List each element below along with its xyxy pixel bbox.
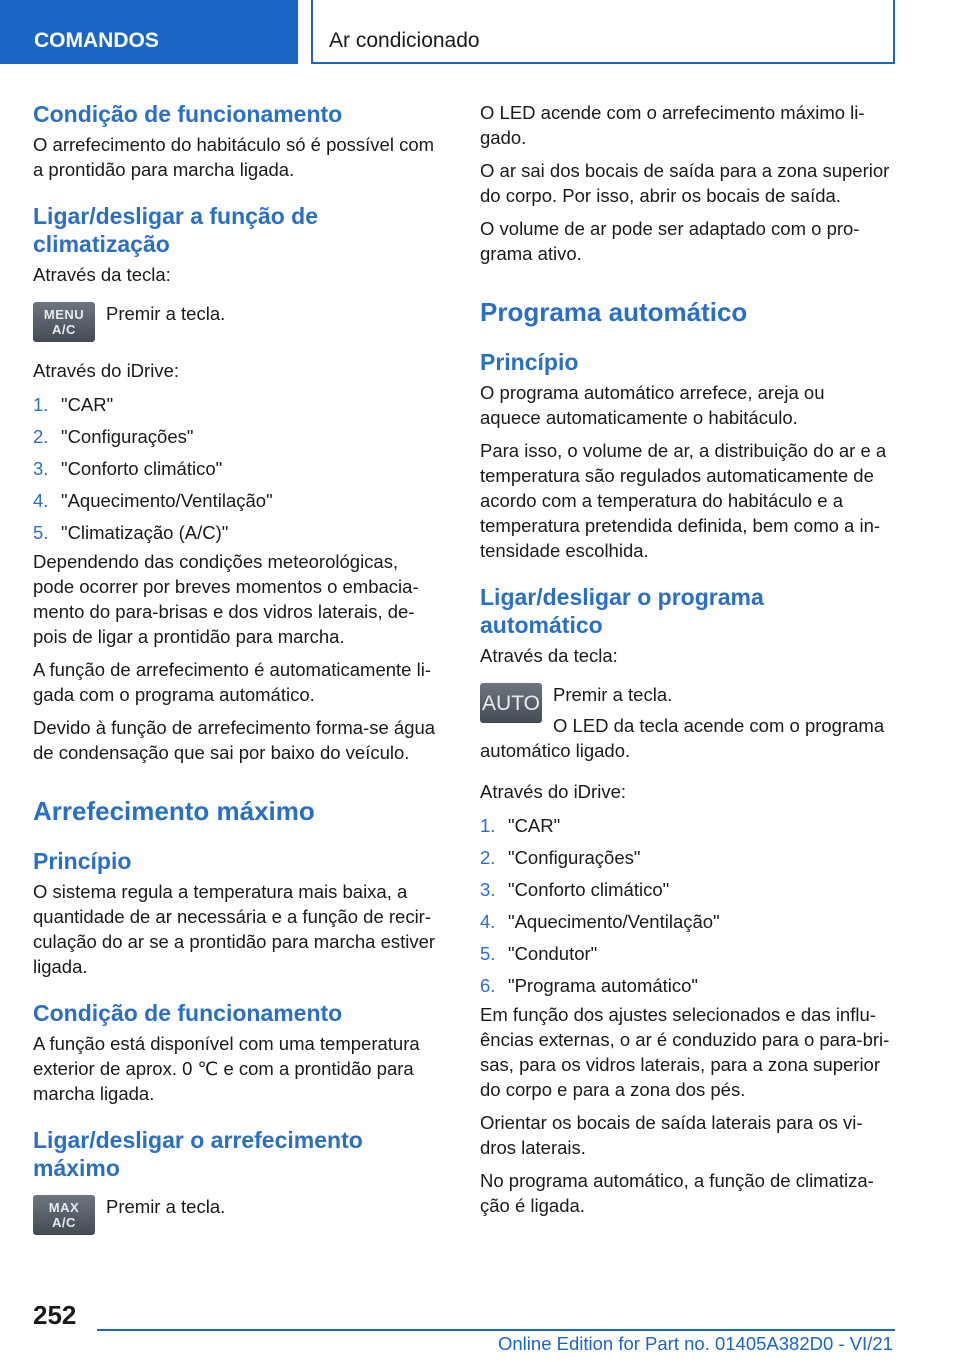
list-item: 3. "Conforto climático" bbox=[33, 458, 223, 479]
press-key-text-2: Premir a tecla. bbox=[106, 1196, 226, 1217]
paragraph-auto-ac: No programa automático, a função de climatiza- ção é ligada. bbox=[480, 1170, 874, 1216]
list-item: 4. "Aquecimento/Ventilação" bbox=[33, 490, 273, 511]
topic-header bbox=[311, 0, 895, 64]
paragraph-condensation: Devido à função de arrefecimento forma-se água de condensação que sai por baixo do veículo. bbox=[33, 717, 436, 763]
led-auto-text: O LED da tecla acende com o programa bbox=[553, 715, 885, 736]
auto-key-row bbox=[480, 682, 895, 738]
paragraph-auto-cooling: A função de arrefecimento é automaticamente li- gada com o programa automático. bbox=[33, 659, 431, 705]
topic-title: Ar condicionado bbox=[329, 29, 480, 52]
paragraph-auto-principle: O programa automático arrefece, areja ou aquece automaticamente o habitáculo. bbox=[480, 382, 825, 428]
press-key-text: Premir a tecla. bbox=[106, 303, 226, 324]
edition-note: Online Edition for Part no. 01405A382D0 - VI/21 bbox=[498, 1333, 893, 1354]
paragraph-led-max: O LED acende com o arrefecimento máximo li- gado. bbox=[480, 102, 865, 148]
heading-max-cooling: Arrefecimento máximo bbox=[33, 796, 315, 826]
paragraph-orient-vents: Orientar os bocais de saída laterais para os vi- dros laterais. bbox=[480, 1112, 863, 1158]
list-item: 5. "Climatização (A/C)" bbox=[33, 522, 229, 543]
section-tab bbox=[0, 0, 298, 64]
list-item: 6. "Programa automático" bbox=[480, 975, 698, 996]
heading-principle: Princípio bbox=[33, 848, 132, 874]
heading-toggle-climate: Ligar/desligar a função de climatização bbox=[33, 203, 319, 257]
idrive-steps-list bbox=[33, 389, 448, 549]
via-key-label: Através da tecla: bbox=[33, 264, 171, 285]
paragraph-operating-condition: O arrefecimento do habitáculo só é possível com a prontidão para marcha ligada. bbox=[33, 134, 435, 180]
paragraph-operating-condition-2: A função está disponível com uma temperatura exterior de aprox. 0 ℃ e com a prontidão para marcha ligada. bbox=[33, 1033, 420, 1104]
list-item: 2. "Configurações" bbox=[33, 426, 194, 447]
heading-toggle-max-cooling: Ligar/desligar o arrefecimento máximo bbox=[33, 1127, 363, 1181]
max-ac-key-icon: MAX A/C bbox=[33, 1195, 95, 1235]
right-column bbox=[480, 100, 895, 1218]
heading-operating-condition-2: Condição de funcionamento bbox=[33, 1000, 343, 1026]
paragraph-air-routing: Em função dos ajustes selecionados e das influ- ências externas, o ar é conduzido para o para-bri- sas, para os vidros laterais, para a zona superior do corpo e para a zona dos pés. bbox=[480, 1004, 890, 1100]
list-item: 4. "Aquecimento/Ventilação" bbox=[480, 911, 720, 932]
max-ac-key-row bbox=[33, 1194, 448, 1235]
list-item: 1. "CAR" bbox=[480, 815, 561, 836]
led-auto-text-cont: automático ligado. bbox=[480, 740, 631, 761]
heading-auto-program: Programa automático bbox=[480, 297, 748, 327]
heading-toggle-auto: Ligar/desligar o programa automático bbox=[480, 584, 764, 638]
paragraph-fogging: Dependendo das condições meteorológicas, pode ocorrer por breves momentos o embacia- mento do para-brisas e dos vidros laterais, de- pois de ligar a prontidão para marcha. bbox=[33, 551, 419, 647]
menu-ac-key-icon: MENU A/C bbox=[33, 302, 95, 342]
page-number: 252 bbox=[33, 1300, 77, 1330]
paragraph-regulated: Para isso, o volume de ar, a distribuição do ar e a temperatura são regulados automaticamente de acordo com a temperatura do habitáculo e a temperatura pretendida definida, bem como a in- tensidade escolhida. bbox=[480, 440, 887, 561]
auto-key-icon: AUTO bbox=[480, 683, 542, 723]
via-key-label-right: Através da tecla: bbox=[480, 645, 618, 666]
list-item: 5. "Condutor" bbox=[480, 943, 598, 964]
press-key-text-right: Premir a tecla. bbox=[553, 684, 673, 705]
via-idrive-label: Através do iDrive: bbox=[33, 360, 179, 381]
idrive-steps-list-right bbox=[480, 810, 895, 1002]
via-idrive-label-right: Através do iDrive: bbox=[480, 781, 626, 802]
footer-divider bbox=[97, 1329, 895, 1331]
section-title: COMANDOS bbox=[34, 29, 159, 52]
paragraph-principle: O sistema regula a temperatura mais baixa, a quantidade de ar necessária e a função de recir- culação do ar se a prontidão para marcha estiver ligada. bbox=[33, 881, 436, 977]
left-column bbox=[33, 100, 448, 1235]
paragraph-vents: O ar sai dos bocais de saída para a zona superior do corpo. Por isso, abrir os bocais de saída. bbox=[480, 160, 890, 206]
list-item: 1. "CAR" bbox=[33, 394, 114, 415]
menu-ac-key-row bbox=[33, 301, 448, 342]
list-item: 3. "Conforto climático" bbox=[480, 879, 670, 900]
list-item: 2. "Configurações" bbox=[480, 847, 641, 868]
paragraph-volume: O volume de ar pode ser adaptado com o pro- grama ativo. bbox=[480, 218, 860, 264]
heading-operating-condition: Condição de funcionamento bbox=[33, 101, 343, 127]
heading-principle-right: Princípio bbox=[480, 349, 579, 375]
